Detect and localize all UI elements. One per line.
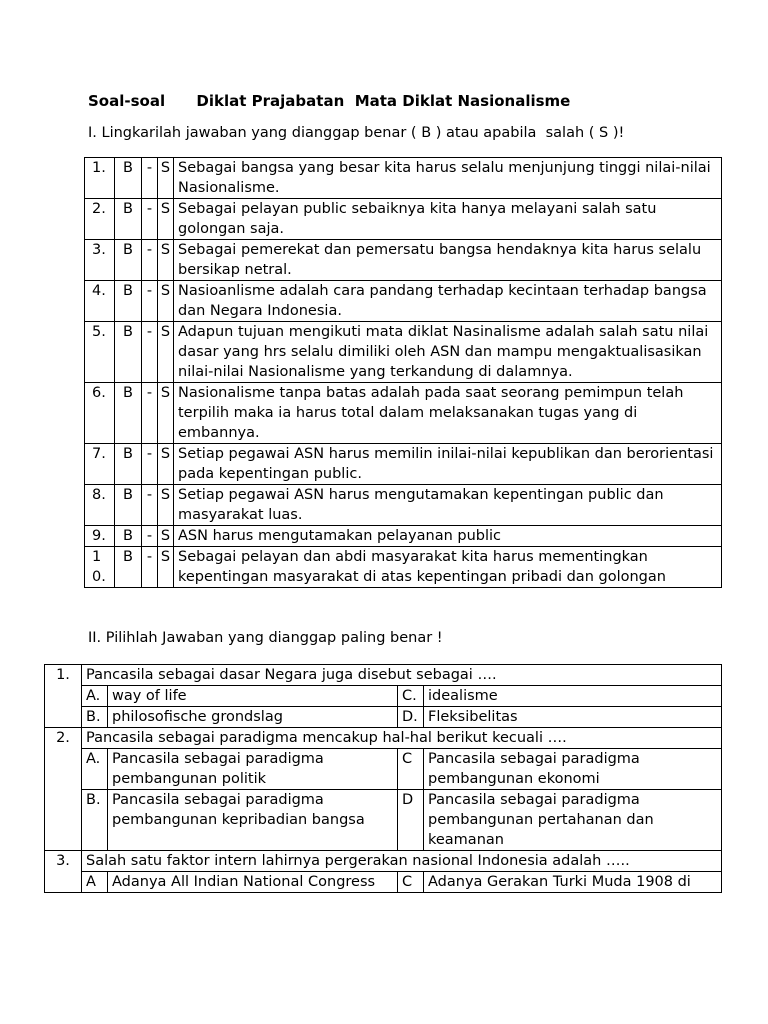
option-b[interactable]: B <box>115 281 142 322</box>
option-separator: - <box>142 526 158 547</box>
statement-text: Setiap pegawai ASN harus mengutamakan kepentingan public dan masyarakat luas. <box>174 485 722 526</box>
statement-number: 5. <box>85 322 115 383</box>
option-letter[interactable]: D <box>398 790 424 851</box>
answer-row <box>45 707 722 728</box>
question-row <box>45 728 722 749</box>
option-s[interactable]: S <box>158 199 174 240</box>
answer-row <box>45 872 722 893</box>
question-text: Salah satu faktor intern lahirnya pergerakan nasional Indonesia adalah ….. <box>82 851 722 872</box>
question-text: Pancasila sebagai dasar Negara juga disebut sebagai …. <box>82 665 722 686</box>
statement-number: 9. <box>85 526 115 547</box>
statement-text: Nasionalisme tanpa batas adalah pada saat seorang pemimpun telah terpilih maka ia harus total dalam melaksanakan tugas yang di embannya. <box>174 383 722 444</box>
option-separator: - <box>142 322 158 383</box>
statement-text: Sebagai pelayan dan abdi masyarakat kita harus mementingkan kepentingan masyarakat di atas kepentingan pribadi dan golongan <box>174 547 722 588</box>
answer-row <box>45 749 722 790</box>
true-false-table <box>84 157 722 588</box>
answer-row <box>45 686 722 707</box>
option-b[interactable]: B <box>115 383 142 444</box>
page-bottom-blank <box>0 922 768 1024</box>
question-number-spacer <box>45 790 82 851</box>
statement-row <box>85 383 722 444</box>
statement-number: 1. <box>85 158 115 199</box>
option-s[interactable]: S <box>158 444 174 485</box>
option-separator: - <box>142 485 158 526</box>
statement-row <box>85 526 722 547</box>
option-letter[interactable]: D. <box>398 707 424 728</box>
option-b[interactable]: B <box>115 526 142 547</box>
question-number-spacer <box>45 872 82 893</box>
statement-row <box>85 199 722 240</box>
option-s[interactable]: S <box>158 547 174 588</box>
statement-text: Sebagai pemerekat dan pemersatu bangsa hendaknya kita harus selalu bersikap netral. <box>174 240 722 281</box>
statement-row <box>85 240 722 281</box>
option-letter[interactable]: B. <box>82 790 108 851</box>
option-separator: - <box>142 281 158 322</box>
question-number-spacer <box>45 707 82 728</box>
document-title: Soal-soal Diklat Prajabatan Mata Diklat Nasionalisme <box>88 92 571 110</box>
question-number-spacer <box>45 686 82 707</box>
option-text[interactable]: idealisme <box>424 686 722 707</box>
question-number-spacer <box>45 749 82 790</box>
statement-row <box>85 485 722 526</box>
option-text[interactable]: Adanya All Indian National Congress <box>108 872 398 893</box>
option-text[interactable]: philosofische grondslag <box>108 707 398 728</box>
option-letter[interactable]: C <box>398 872 424 893</box>
option-b[interactable]: B <box>115 199 142 240</box>
option-letter[interactable]: C <box>398 749 424 790</box>
option-b[interactable]: B <box>115 158 142 199</box>
option-letter[interactable]: B. <box>82 707 108 728</box>
statement-number: 10. <box>85 547 115 588</box>
section1-instruction: I. Lingkarilah jawaban yang dianggap benar ( B ) atau apabila salah ( S )! <box>88 125 625 141</box>
question-number: 1. <box>45 665 82 686</box>
option-s[interactable]: S <box>158 383 174 444</box>
option-letter[interactable]: C. <box>398 686 424 707</box>
option-s[interactable]: S <box>158 158 174 199</box>
option-separator: - <box>142 199 158 240</box>
question-row <box>45 665 722 686</box>
statement-text: ASN harus mengutamakan pelayanan public <box>174 526 722 547</box>
option-text[interactable]: way of life <box>108 686 398 707</box>
statement-row <box>85 322 722 383</box>
option-separator: - <box>142 383 158 444</box>
multiple-choice-table <box>44 664 722 893</box>
option-s[interactable]: S <box>158 485 174 526</box>
option-b[interactable]: B <box>115 485 142 526</box>
statement-number: 2. <box>85 199 115 240</box>
statement-number: 6. <box>85 383 115 444</box>
option-separator: - <box>142 158 158 199</box>
statement-number: 8. <box>85 485 115 526</box>
question-number: 2. <box>45 728 82 749</box>
statement-row <box>85 281 722 322</box>
statement-text: Sebagai pelayan public sebaiknya kita hanya melayani salah satu golongan saja. <box>174 199 722 240</box>
statement-number: 7. <box>85 444 115 485</box>
statement-text: Sebagai bangsa yang besar kita harus selalu menjunjung tinggi nilai-nilai Nasionalisme. <box>174 158 722 199</box>
option-separator: - <box>142 547 158 588</box>
option-separator: - <box>142 240 158 281</box>
statement-number: 4. <box>85 281 115 322</box>
option-text[interactable]: Fleksibelitas <box>424 707 722 728</box>
statement-number: 3. <box>85 240 115 281</box>
option-b[interactable]: B <box>115 444 142 485</box>
option-b[interactable]: B <box>115 240 142 281</box>
option-text[interactable]: Adanya Gerakan Turki Muda 1908 di <box>424 872 722 893</box>
statement-row <box>85 158 722 199</box>
statement-text: Adapun tujuan mengikuti mata diklat Nasinalisme adalah salah satu nilai dasar yang hrs selalu dimiliki oleh ASN dan mampu mengaktualisasikan nilai-nilai Nasionalisme yang terkandung di dalamnya. <box>174 322 722 383</box>
statement-text: Setiap pegawai ASN harus memilin inilai-nilai kepublikan dan berorientasi pada kepentingan public. <box>174 444 722 485</box>
option-text[interactable]: Pancasila sebagai paradigma pembangunan pertahanan dan keamanan <box>424 790 722 851</box>
option-separator: - <box>142 444 158 485</box>
option-b[interactable]: B <box>115 547 142 588</box>
section2-instruction: II. Pilihlah Jawaban yang dianggap paling benar ! <box>88 630 443 646</box>
option-s[interactable]: S <box>158 240 174 281</box>
question-row <box>45 851 722 872</box>
option-s[interactable]: S <box>158 322 174 383</box>
option-letter[interactable]: A. <box>82 686 108 707</box>
option-b[interactable]: B <box>115 322 142 383</box>
statement-row <box>85 547 722 588</box>
option-text[interactable]: Pancasila sebagai paradigma pembangunan kepribadian bangsa <box>108 790 398 851</box>
question-text: Pancasila sebagai paradigma mencakup hal-hal berikut kecuali …. <box>82 728 722 749</box>
statement-row <box>85 444 722 485</box>
question-number: 3. <box>45 851 82 872</box>
statement-text: Nasioanlisme adalah cara pandang terhadap kecintaan terhadap bangsa dan Negara Indonesia. <box>174 281 722 322</box>
option-letter[interactable]: A. <box>82 749 108 790</box>
answer-row <box>45 790 722 851</box>
option-text[interactable]: Pancasila sebagai paradigma pembangunan ekonomi <box>424 749 722 790</box>
option-s[interactable]: S <box>158 281 174 322</box>
option-text[interactable]: Pancasila sebagai paradigma pembangunan politik <box>108 749 398 790</box>
option-s[interactable]: S <box>158 526 174 547</box>
option-letter[interactable]: A <box>82 872 108 893</box>
